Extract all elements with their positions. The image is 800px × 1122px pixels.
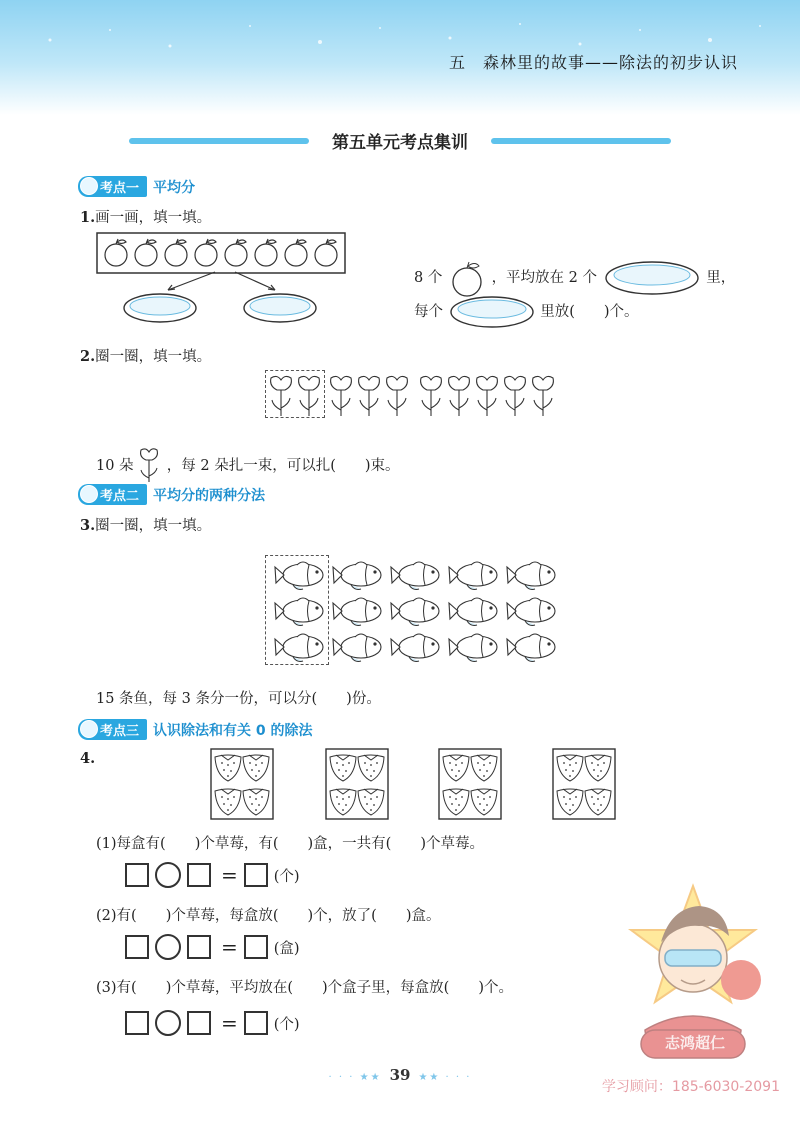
kaodian-badge: 考点二 [78,484,147,505]
answer-box[interactable] [244,863,268,887]
footer-stars-left: · · · ★★ [328,1072,382,1083]
flower-icon [359,376,380,416]
fish-column [275,562,323,662]
flower-row [265,370,565,418]
fish-icon [391,598,439,626]
q4-part3: (3)有( )个草莓，平均放在( )个盒子里，每盒放( )个。 [96,980,513,996]
q4-equation-1 [125,862,306,888]
fish-column [507,562,555,662]
unit-label: (个) [273,868,300,885]
q3-sentence: 15 条鱼，每 3 条分一份，可以分( )份。 [96,691,381,707]
q4-number-row [80,750,95,767]
q2-number: 2. [80,348,96,365]
plate-icon [602,258,702,298]
fish-icon [449,598,497,626]
fish-grid [265,555,565,665]
title-bar-right [491,138,671,144]
fish-icon [391,562,439,590]
unit-title: 第五单元考点集训 [332,133,468,153]
flower-icon [138,446,162,486]
plate-icon [124,294,196,322]
answer-box[interactable] [244,1011,268,1035]
kaodian-1 [78,176,195,196]
equals-sign: = [221,1011,238,1035]
kaodian-title: 平均分 [153,180,196,196]
fish-icon [507,598,555,626]
answer-box[interactable] [187,863,211,887]
mascot-label: 志鸿超仁 [664,1034,725,1052]
page-number: 39 [389,1066,411,1084]
q2-prompt [80,345,211,366]
q1-number: 1. [80,209,96,226]
flower-icon [421,376,442,416]
q2-text: 圈一圈，填一填。 [95,349,212,365]
operator-circle[interactable] [155,862,181,888]
flower-icon [505,376,526,416]
q1-prompt [80,206,211,227]
q2-sentence [96,446,400,486]
fish-icon [507,562,555,590]
q2-text-b: ，每 2 朵扎一束，可以扎( )束。 [166,458,400,474]
fish-column [449,562,497,662]
title-bar-left [129,138,309,144]
answer-box[interactable] [125,1011,149,1035]
answer-box[interactable] [187,935,211,959]
unit-label: (个) [273,1016,300,1033]
q1-text-e: 里放( )个。 [540,304,639,320]
answer-box[interactable] [244,935,268,959]
fish-icon [275,634,323,662]
fish-icon [275,562,323,590]
strawberry-box [553,749,615,819]
q1-text: 画一画，填一填。 [95,210,212,226]
advisor-contact: 学习顾问：185-6030-2091 [601,1079,780,1095]
q1-text-d: 每个 [414,304,443,320]
plate-icon [244,294,316,322]
kaodian-title: 平均分的两种分法 [153,488,266,504]
plate-icon [448,293,536,331]
fish-column [391,562,439,662]
fish-column [333,562,381,662]
equals-sign: = [221,935,238,959]
q1-sentence-2 [414,293,639,331]
fish-icon [449,562,497,590]
q3-prompt [80,514,211,535]
answer-box[interactable] [125,935,149,959]
q1-text-b: ，平均放在 2 个 [491,270,598,286]
flower-icon [299,376,320,416]
kaodian-title: 认识除法和有关 0 的除法 [153,723,313,739]
strawberry-box [326,749,388,819]
operator-circle[interactable] [155,1010,181,1036]
q2-text-a: 10 朵 [96,458,134,474]
flower-icon [477,376,498,416]
chapter-title: 五 森林里的故事——除法的初步认识 [448,53,738,72]
q3-number: 3. [80,517,96,534]
fish-icon [449,634,497,662]
fish-icon [275,598,323,626]
operator-circle[interactable] [155,934,181,960]
equals-sign: = [221,863,238,887]
q4-equation-2 [125,934,306,960]
q4-equation-3 [125,1010,306,1036]
answer-box[interactable] [187,1011,211,1035]
answer-box[interactable] [125,863,149,887]
flower-icon [449,376,470,416]
kaodian-badge: 考点一 [78,176,147,197]
flower-icon [271,376,292,416]
strawberry-boxes [210,748,630,820]
fish-icon [391,634,439,662]
flower-icon [387,376,408,416]
q1-text-a: 8 个 [414,270,443,286]
q4-part1: (1)每盒有( )个草莓，有( )盒，一共有( )个草莓。 [96,836,484,852]
q4-number: 4. [80,750,96,767]
fish-icon [333,598,381,626]
kaodian-3 [78,719,313,739]
apple-icon [447,258,487,298]
q1-plates-arrows [120,268,340,330]
q1-text-c: 里， [706,270,736,286]
strawberry-box [439,749,501,819]
q3-text: 圈一圈，填一填。 [95,518,212,534]
q1-sentence-1 [414,258,735,298]
fish-icon [507,634,555,662]
fish-icon [333,562,381,590]
unit-label: (盒) [273,940,300,957]
fish-icon [333,634,381,662]
strawberry-box [211,749,273,819]
flower-icon [331,376,352,416]
q4-part2: (2)有( )个草莓，每盒放( )个，放了( )盒。 [96,908,441,924]
footer-stars-right: ★★ · · · [418,1072,472,1083]
kaodian-2 [78,484,265,504]
flower-icon [533,376,554,416]
unit-title-row [0,128,800,153]
kaodian-badge: 考点三 [78,719,147,740]
